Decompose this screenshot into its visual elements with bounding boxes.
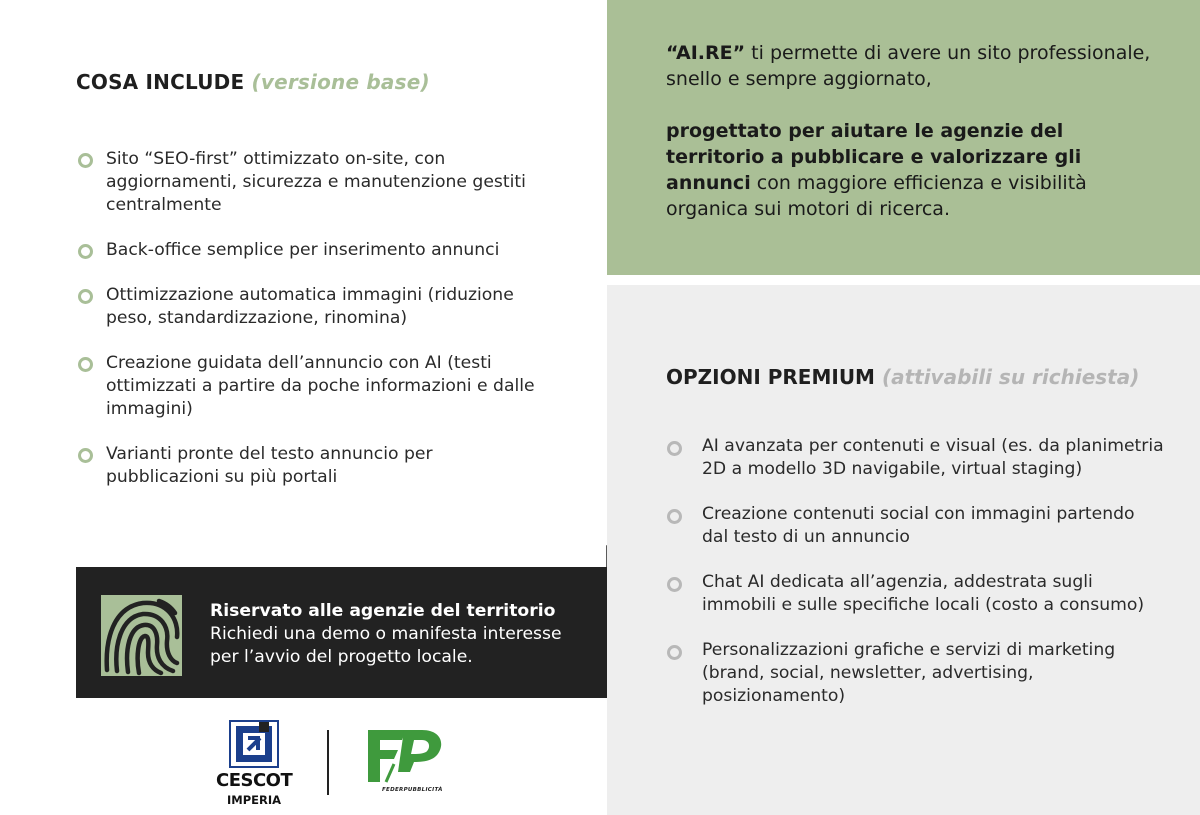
reserved-line-2: per l’avvio del progetto locale. <box>210 647 473 667</box>
included-heading <box>76 70 430 94</box>
cescot-logo <box>216 720 292 808</box>
list-item-text: Personalizzazioni grafiche e servizi di marketing (brand, social, newsletter, advertising, posizionamento) <box>702 640 1116 706</box>
circle-bullet-icon <box>667 577 682 592</box>
circle-bullet-icon <box>78 448 93 463</box>
list-item <box>76 239 546 262</box>
circle-bullet-icon <box>667 441 682 456</box>
fp-emblem-icon <box>364 726 450 788</box>
intro-p2-text: con maggiore efficienza e visibilità organica sui motori di ricerca. <box>666 172 1087 220</box>
intro-p2-bold: progettato per aiutare le agenzie del territorio a pubblicare e valorizzare gli annunci <box>666 120 1082 194</box>
brand-name: “AI.RE” <box>666 42 746 64</box>
list-item-text: Creazione guidata dell’annuncio con AI (testi ottimizzati a partire da poche informazioni e dalle immagini) <box>106 353 535 419</box>
premium-panel <box>607 285 1200 815</box>
list-item-text: Sito “SEO-first” ottimizzato on-site, con aggiornamenti, sicurezza e manutenzione gestiti centralmente <box>106 149 526 215</box>
circle-bullet-icon <box>78 244 93 259</box>
federpubblicita-logo <box>364 726 450 796</box>
list-item <box>76 352 546 421</box>
circle-bullet-icon <box>78 289 93 304</box>
list-item <box>76 443 546 489</box>
intro-p1-text: ti permette di avere un sito professionale, snello e sempre aggiornato, <box>666 42 1151 90</box>
list-item-text: Ottimizzazione automatica immagini (riduzione peso, standardizzazione, rinomina) <box>106 285 514 328</box>
list-item <box>666 435 1166 481</box>
circle-bullet-icon <box>78 153 93 168</box>
list-item-text: Varianti pronte del testo annuncio per pubblicazioni su più portali <box>106 444 433 487</box>
circle-bullet-icon <box>667 645 682 660</box>
reserved-title: Riservato alle agenzie del territorio <box>210 601 556 621</box>
reserved-callout <box>76 567 647 698</box>
cescot-city: IMPERIA <box>226 793 282 807</box>
premium-heading-title: OPZIONI PREMIUM <box>666 365 875 389</box>
list-item-text: Back-office semplice per inserimento annunci <box>106 240 500 260</box>
list-item-text: Chat AI dedicata all’agenzia, addestrata sugli immobili e sulle specifiche locali (costo a consumo) <box>702 572 1145 615</box>
fingerprint-icon <box>101 595 182 676</box>
list-item-text: Creazione contenuti social con immagini partendo dal testo di un annuncio <box>702 504 1135 547</box>
premium-feature-list <box>666 435 1166 730</box>
list-item <box>666 571 1166 617</box>
premium-heading-subtitle: (attivabili su richiesta) <box>881 365 1140 389</box>
list-item <box>666 639 1166 708</box>
list-item <box>76 148 546 217</box>
cescot-emblem-icon <box>229 720 279 768</box>
reserved-line-1: Richiedi una demo o manifesta interesse <box>210 624 562 644</box>
reserved-text <box>210 600 630 669</box>
intro-text <box>666 40 1166 222</box>
list-item <box>666 503 1166 549</box>
cescot-name: CESCOT <box>216 770 293 791</box>
intro-paragraph-2 <box>666 118 1166 222</box>
circle-bullet-icon <box>667 509 682 524</box>
federpubblicita-name: FEDERPUBBLICITÀ <box>382 787 443 793</box>
logo-divider <box>327 730 329 795</box>
included-feature-list <box>76 148 546 511</box>
list-item-text: AI avanzata per contenuti e visual (es. da planimetria 2D a modello 3D navigabile, virtual staging) <box>702 436 1164 479</box>
intro-paragraph-1 <box>666 40 1166 92</box>
circle-bullet-icon <box>78 357 93 372</box>
list-item <box>76 284 546 330</box>
included-heading-title: COSA INCLUDE <box>76 70 245 94</box>
included-heading-subtitle: (versione base) <box>251 70 430 94</box>
premium-heading <box>666 365 1139 389</box>
intro-panel <box>607 0 1200 275</box>
